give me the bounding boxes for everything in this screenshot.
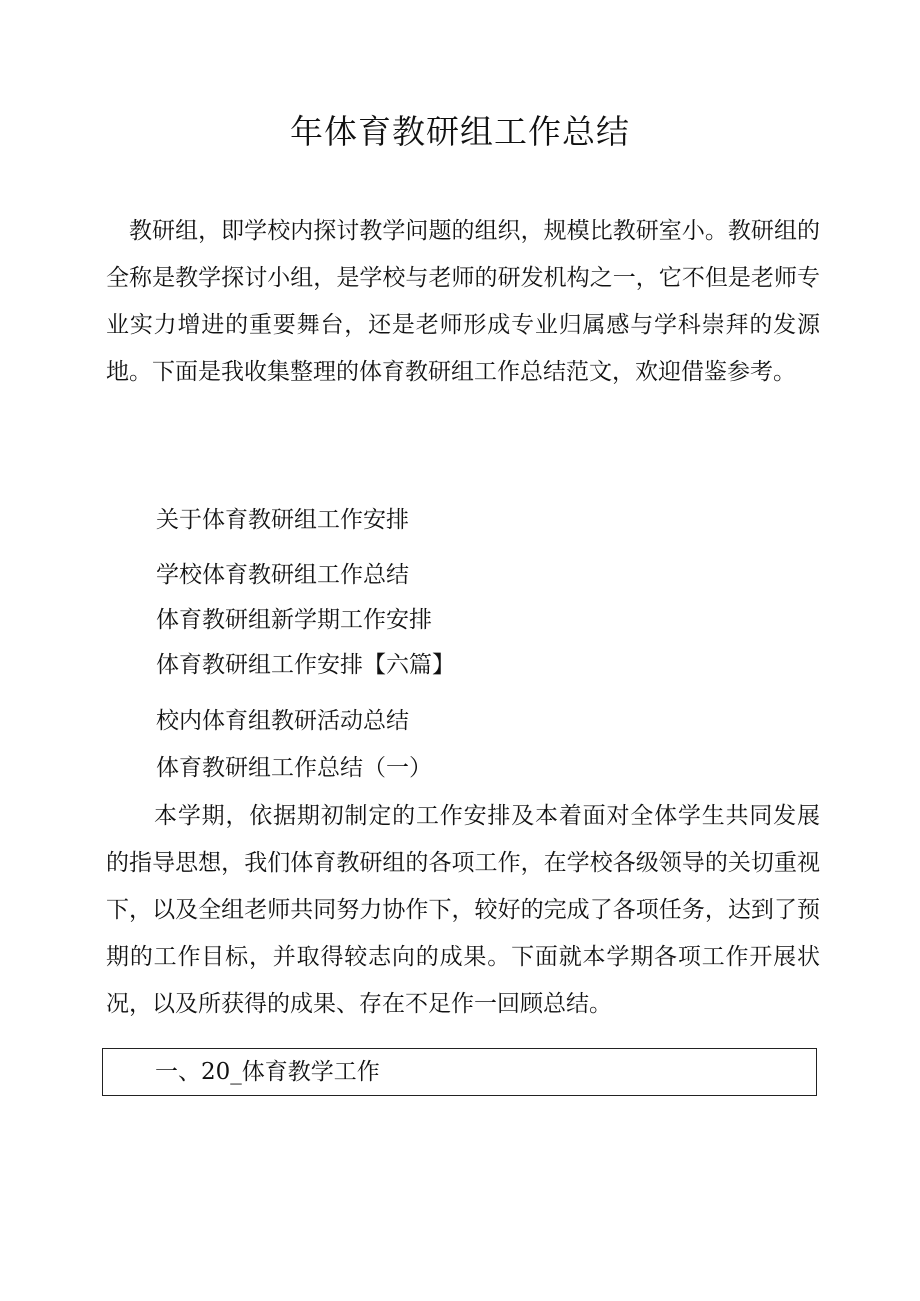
- subheading-box: [102, 1048, 817, 1096]
- section-title: 体育教研组工作总结（一）: [156, 755, 432, 781]
- related-link-1[interactable]: 关于体育教研组工作安排: [156, 507, 409, 533]
- related-link-2[interactable]: 学校体育教研组工作总结: [156, 562, 409, 588]
- document-title: 年体育教研组工作总结: [290, 112, 630, 151]
- related-link-5[interactable]: 校内体育组教研活动总结: [156, 708, 409, 734]
- subheading-text: 一、20_体育教学工作: [155, 1059, 380, 1085]
- body-paragraph: [106, 793, 820, 1028]
- related-link-4[interactable]: 体育教研组工作安排【六篇】: [156, 652, 455, 678]
- intro-paragraph: [106, 208, 820, 396]
- body-text: 本学期，依据期初制定的工作安排及本着面对全体学生共同发展的指导思想，我们体育教研组的各项工作，在学校各级领导的关切重视下，以及全组老师共同努力协作下，较好的完成了各项任务，达到了预期的工作目标，并取得较志向的成果。下面就本学期各项工作开展状况，以及所获得的成果、存在不足作一回顾总结。: [106, 803, 820, 1017]
- related-link-3[interactable]: 体育教研组新学期工作安排: [156, 607, 432, 633]
- intro-text: 教研组，即学校内探讨教学问题的组织，规模比教研室小。教研组的全称是教学探讨小组，是学校与老师的研发机构之一，它不但是老师专业实力增进的重要舞台，还是老师形成专业归属感与学科崇拜的发源地。下面是我收集整理的体育教研组工作总结范文，欢迎借鉴参考。: [106, 218, 820, 385]
